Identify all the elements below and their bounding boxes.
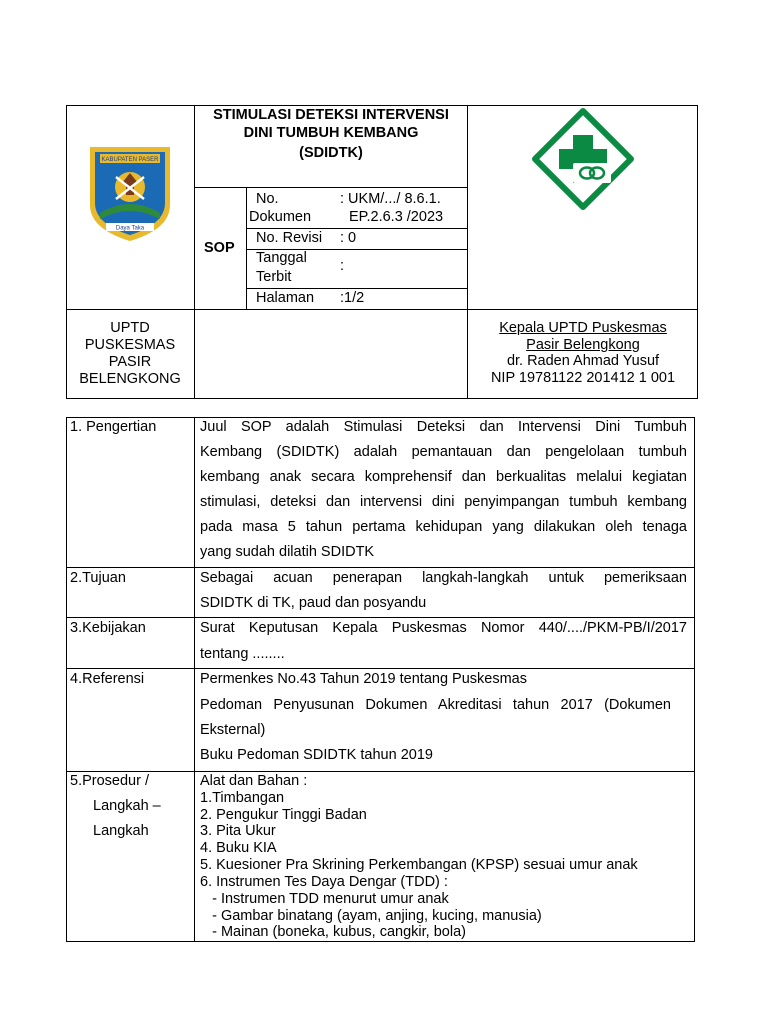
org-name-line-4: BELENGKONG <box>79 371 181 387</box>
meta-value-no-revisi: : 0 <box>340 230 357 246</box>
org-name-line-3: PASIR <box>108 354 152 370</box>
prosedur-line-3: 2. Pengukur Tinggi Badan <box>200 807 367 823</box>
prosedur-label-line-3: Langkah <box>93 823 149 839</box>
body-row-line-2 <box>66 617 695 618</box>
pengertian-line-4: stimulasi, deteksi dan intervensi dini penyimpangan tumbuh kembang <box>200 494 687 510</box>
prosedur-line-2: 1.Timbangan <box>200 790 285 806</box>
signatory-title-line-1: Kepala UPTD Puskesmas <box>499 320 667 336</box>
meta-value-tanggal: : <box>340 258 345 274</box>
header-row-divider <box>66 309 698 310</box>
meta-label-no-dokumen-1: No. <box>256 191 279 207</box>
referensi-line-4: Buku Pedoman SDIDTK tahun 2019 <box>200 747 433 763</box>
header-border-bottom <box>66 398 698 399</box>
body-row-line-3 <box>66 668 695 669</box>
kebijakan-line-2: tentang ........ <box>200 646 285 662</box>
body-row-line-4 <box>66 771 695 772</box>
meta-label-tanggal-1: Tanggal <box>256 250 307 266</box>
pengertian-line-6: yang sudah dilatih SDIDTK <box>200 544 375 560</box>
prosedur-line-6: 5. Kuesioner Pra Skrining Perkembangan (KPSP) sesuai umur anak <box>200 857 638 873</box>
pengertian-line-1: Juul SOP adalah Stimulasi Deteksi dan Intervensi Dini Tumbuh <box>200 419 687 435</box>
meta-value-no-dokumen-2: EP.2.6.3 /2023 <box>349 209 444 225</box>
prosedur-line-1: Alat dan Bahan : <box>200 773 308 789</box>
referensi-line-1: Permenkes No.43 Tahun 2019 tentang Puskesmas <box>200 671 527 687</box>
signatory-title-line-2: Pasir Belengkong <box>526 337 640 353</box>
meta-label-halaman: Halaman <box>256 290 315 306</box>
pengertian-line-3: kembang anak secara komprehensif dan berkualitas melalui kegiatan <box>200 469 687 485</box>
document-title-line-3: (SDIDTK) <box>299 145 363 161</box>
prosedur-line-10: - Mainan (boneka, kubus, cangkir, bola) <box>200 924 466 940</box>
meta-label-no-dokumen-2: Dokumen <box>249 209 312 225</box>
meta-label-tanggal-2: Terbit <box>256 269 292 285</box>
title-meta-divider <box>194 187 468 188</box>
body-col-divider <box>194 417 195 942</box>
tujuan-label: 2.Tujuan <box>70 570 126 586</box>
pengertian-line-2: Kembang (SDIDTK) adalah pemantauan dan pengelolaan tumbuh <box>200 444 687 460</box>
body-border-right <box>694 417 695 942</box>
referensi-line-2: Pedoman Penyusunan Dokumen Akreditasi tahun 2017 (Dokumen <box>200 697 671 713</box>
prosedur-line-8: - Instrumen TDD menurut umur anak <box>200 891 449 907</box>
document-title-line-2: DINI TUMBUH KEMBANG <box>243 125 419 141</box>
kebijakan-line-1: Surat Keputusan Kepala Puskesmas Nomor 440/..../PKM-PB/I/2017 <box>200 620 687 636</box>
prosedur-line-9: - Gambar binatang (ayam, anjing, kucing, manusia) <box>200 908 542 924</box>
pengertian-line-5: pada masa 5 tahun pertama kehidupan yang dilakukan oleh tenaga <box>200 519 687 535</box>
tujuan-line-1: Sebagai acuan penerapan langkah-langkah untuk pemeriksaan <box>200 570 687 586</box>
tujuan-line-2: SDIDTK di TK, paud dan posyandu <box>200 595 427 611</box>
meta-row-line-3 <box>246 288 468 289</box>
sop-label: SOP <box>204 240 235 256</box>
kabupaten-paser-logo <box>86 143 174 243</box>
meta-value-no-dokumen-1: : UKM/.../ 8.6.1. <box>340 191 441 207</box>
prosedur-line-7: 6. Instrumen Tes Daya Dengar (TDD) : <box>200 874 448 890</box>
body-border-left <box>66 417 67 942</box>
referensi-label: 4.Referensi <box>70 671 145 687</box>
pengertian-label: 1. Pengertian <box>70 419 157 435</box>
prosedur-label-line-1: 5.Prosedur / <box>70 773 149 789</box>
svg-text:KABUPATEN PASER: KABUPATEN PASER <box>101 157 159 163</box>
signatory-name: dr. Raden Ahmad Yusuf <box>506 353 660 369</box>
body-border-bottom <box>66 941 695 942</box>
prosedur-line-5: 4. Buku KIA <box>200 840 277 856</box>
document-title-line-1: STIMULASI DETEKSI INTERVENSI <box>213 107 449 123</box>
org-name-line-1: UPTD <box>110 320 150 336</box>
referensi-line-3: Eksternal) <box>200 722 266 738</box>
meta-value-halaman: :1/2 <box>340 290 365 306</box>
header-border-top <box>66 105 698 106</box>
meta-label-no-revisi: No. Revisi <box>256 230 323 246</box>
svg-text:Daya Taka: Daya Taka <box>115 225 145 232</box>
body-border-top <box>66 417 695 418</box>
prosedur-line-4: 3. Pita Ukur <box>200 823 276 839</box>
org-name-line-2: PUSKESMAS <box>84 337 176 353</box>
prosedur-label-line-2: Langkah – <box>93 798 161 814</box>
meta-row-line-1 <box>246 228 468 229</box>
body-row-line-1 <box>66 567 695 568</box>
puskesmas-logo <box>531 107 635 211</box>
signatory-nip: NIP 19781122 201412 1 001 <box>490 370 676 386</box>
kebijakan-label: 3.Kebijakan <box>70 620 146 636</box>
